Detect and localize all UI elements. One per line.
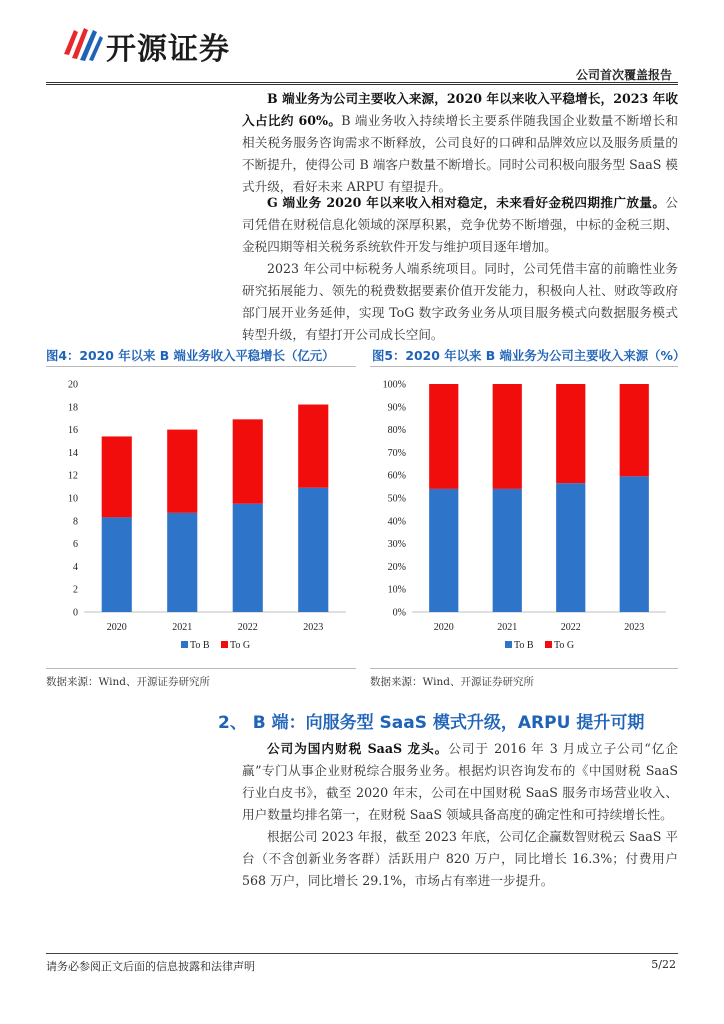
paragraph-2023-users (242, 826, 678, 892)
legend-swatch (181, 641, 188, 648)
paragraph-body: 根据公司 2023 年报，截至 2023 年底，公司亿企赢数智财税云 SaaS 平台（不含创新业务客群）活跃用户 820 万户，同比增长 16.3%；付费用户 568 万户，同比增长 29.1%，市场占有率进一步提升。 (242, 829, 678, 888)
y-tick-label: 70% (387, 447, 406, 459)
bar-to-g (233, 419, 263, 503)
y-tick-label: 0 (73, 607, 78, 619)
paragraph-b-business (242, 88, 678, 198)
paragraph-saas-leader (242, 738, 678, 826)
bar-to-b (167, 513, 197, 612)
bar-to-g (620, 384, 649, 476)
paragraph-2023-projects (242, 258, 678, 346)
y-tick-label: 20% (387, 561, 406, 573)
figure-5-source: 数据来源：Wind、开源证券研究所 (370, 676, 534, 688)
bar-to-b (429, 489, 458, 612)
bar-to-b (556, 483, 585, 612)
legend-swatch (505, 641, 512, 648)
paragraph-lead: G 端业务 2020 年以来收入相对稳定，未来看好金税四期推广放量。 (267, 195, 666, 210)
paragraph-body: B 端业务收入持续增长主要系伴随我国企业数量不断增长和相关税务服务咨询需求不断释放，公司良好的口碑和品牌效应以及服务质量的不断提升，使得公司 B 端客户数量不断增长。同时公司积极向服务型 SaaS 模式升级，看好未来 ARPU 有望提升。 (242, 113, 678, 194)
figure-4-divider (46, 668, 356, 669)
bar-to-b (493, 489, 522, 612)
figure-4-title: 图4：2020 年以来 B 端业务收入平稳增长（亿元） (46, 348, 335, 363)
y-tick-label: 12 (68, 470, 78, 482)
y-tick-label: 8 (73, 516, 78, 528)
y-tick-label: 40% (387, 516, 406, 528)
bar-to-g (102, 436, 132, 517)
bar-to-g (493, 384, 522, 489)
bar-to-b (620, 476, 649, 612)
figure-4-source: 数据来源：Wind、开源证券研究所 (46, 676, 210, 688)
logo-mark-icon (60, 24, 104, 64)
figure-4-chart (46, 370, 356, 662)
x-tick-label: 2022 (237, 622, 258, 633)
y-tick-label: 16 (68, 425, 78, 437)
y-tick-label: 10 (68, 493, 78, 505)
company-logo (60, 24, 260, 66)
y-tick-label: 10% (387, 584, 406, 596)
footer-divider (46, 953, 678, 954)
paragraph-g-business (242, 192, 678, 258)
section-title: 2、 B 端：向服务型 SaaS 模式升级，ARPU 提升可期 (218, 713, 645, 733)
bar-to-g (298, 405, 328, 488)
y-tick-label: 90% (387, 402, 406, 414)
y-tick-label: 30% (387, 539, 406, 551)
x-tick-label: 2023 (303, 622, 324, 633)
bar-to-g (556, 384, 585, 483)
y-tick-label: 2 (73, 584, 78, 596)
x-tick-label: 2020 (433, 622, 454, 633)
figure-5-title: 图5：2020 年以来 B 端业务为公司主要收入来源（%） (372, 348, 686, 363)
figure-5-divider (370, 366, 678, 367)
bar-to-g (429, 384, 458, 489)
paragraph-lead: 公司为国内财税 SaaS 龙头。 (267, 741, 449, 756)
legend-label: To B (514, 640, 534, 651)
legend-swatch (545, 641, 552, 648)
x-tick-label: 2023 (624, 622, 645, 633)
figure-4-divider (46, 366, 356, 367)
y-tick-label: 20 (68, 379, 78, 391)
paragraph-body: 公司凭借在财税信息化领域的深厚积累，竞争优势不断增强，中标的金税三期、金税四期等相关税务系统软件开发与维护项目逐年增加。 (242, 195, 678, 254)
page-number: 5/22 (651, 958, 676, 971)
logo-text: 开源证券 (106, 32, 230, 67)
legend-label: To G (554, 640, 575, 651)
bar-to-b (233, 504, 263, 612)
legend-label: To G (230, 640, 251, 651)
bar-to-b (102, 517, 132, 612)
y-tick-label: 50% (387, 493, 406, 505)
paragraph-body: 2023 年公司中标税务人端系统项目。同时，公司凭借丰富的前瞻性业务研究拓展能力、领先的税费数据要素价值开发能力，积极向人社、财政等政府部门展开业务延伸，实现 ToG 数字政务业务从项目服务模式向数据服务模式转型升级，有望打开公司成长空间。 (242, 261, 678, 342)
x-tick-label: 2021 (497, 622, 518, 633)
x-tick-label: 2022 (560, 622, 581, 633)
figure-5-chart (370, 370, 678, 662)
y-tick-label: 6 (73, 539, 78, 551)
paragraph-lead: B 端业务为公司主要收入来源，2020 年以来收入平稳增长，2023 年收入占比约 60%。 (242, 91, 678, 128)
y-tick-label: 0% (392, 607, 406, 619)
x-tick-label: 2021 (172, 622, 193, 633)
y-tick-label: 4 (73, 561, 78, 573)
header-divider (46, 84, 678, 85)
footer-disclaimer: 请务必参阅正文后面的信息披露和法律声明 (46, 960, 255, 973)
header-divider (46, 82, 678, 83)
y-tick-label: 18 (68, 402, 78, 414)
legend-label: To B (190, 640, 210, 651)
bar-to-b (298, 488, 328, 612)
y-tick-label: 80% (387, 425, 406, 437)
x-tick-label: 2020 (106, 622, 127, 633)
legend-swatch (221, 641, 228, 648)
bar-to-g (167, 430, 197, 513)
figure-5-divider (370, 668, 678, 669)
paragraph-body: 公司于 2016 年 3 月成立子公司“亿企赢”专门从事企业财税综合服务业务。根据灼识咨询发布的《中国财税 SaaS 行业白皮书》，截至 2020 年末，公司在中国财税 SaaS 服务市场营业收入、用户数量均排名第一，在财税 SaaS 领域具备高度的确定性和可持续增长性。 (242, 741, 679, 822)
y-tick-label: 14 (68, 447, 78, 459)
y-tick-label: 60% (387, 470, 406, 482)
y-tick-label: 100% (382, 379, 406, 391)
report-type-label: 公司首次覆盖报告 (575, 68, 672, 82)
